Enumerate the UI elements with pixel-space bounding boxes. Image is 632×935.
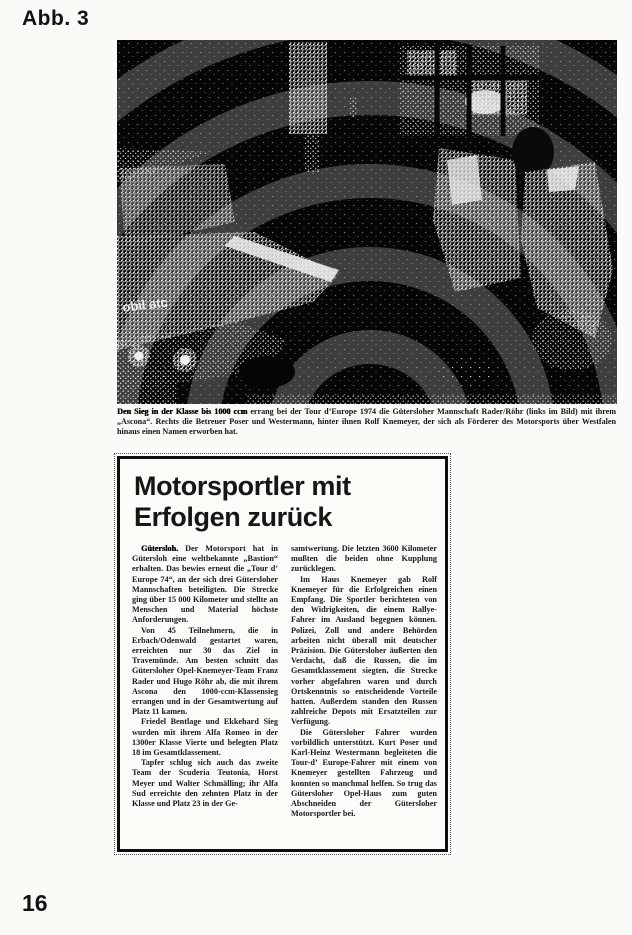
article-paragraph: Die Gütersloher Fahrer wurden vorbildlich unterstützt. Kurt Poser und Karl-Heinz Westermann begleiteten die Tour-d’ Europe-Fahrer mit einem von Knemeyer gestellten Fahrzeug und konnten so manchmal helfen. So trug das Gütersloher Opel-Haus zum guten Abschneiden der Gütersloher Motorsportler bei.: [291, 727, 437, 819]
article-paragraph: Tapfer schlug sich auch das zweite Team der Scuderia Teutonia, Horst Meyer und Walter Schmälling; ihr Alfa Sud erreichte den zehnten Platz in der Klasse und Platz 23 in der Ge-: [132, 758, 278, 809]
photo-caption-text: errang bei der Tour d’Europe 1974 die Gütersloher Mannschaft Rader/Röhr (links im Bild) mit ihrem „Ascona“. Rechts die Betreuer Poser und Westermann, hinter ihnen Rolf Knemeyer, der sich als Förderer des Motorsports über Westfalen hinaus einen Namen erworben hat.: [117, 407, 616, 437]
article-paragraph: Von 45 Teilnehmern, die in Erbach/Odenwald gestartet waren, erreichten nur 30 das Ziel in Travemünde. Am besten schnitt das Gütersloher Opel-Knemeyer-Team Franz Rader und Hugo Röhr ab, die mit ihrem Ascona den 1000-ccm-Klassensieg errangen und in der Gesamtwertung auf Platz 11 kamen.: [132, 625, 278, 717]
car-sticker-text: obil atc: [121, 294, 169, 315]
news-photo: [117, 40, 617, 404]
figure-label: Abb. 3: [22, 7, 90, 30]
page-number: 16: [22, 890, 48, 916]
article-column-right: [291, 544, 437, 852]
window-grid: [400, 46, 540, 136]
article-paragraph: Im Haus Knemeyer gab Rolf Knemeyer für die Erfolgreichen einen Empfang. Die Sportler berichteten von den Widrigkeiten, die einem Rallye-Fahrer im Ausland begegnen können. Polizei, Zoll und andere Behörden arbeiten nicht überall mit deutscher Präzision. Die Gütersloher äußerten den Verdacht, daß die Russen, die im Gesamtklassement siegten, die Strecke vorher abgefahren waren und durch Ortskenntnis so entscheidende Vorteile hatten. Außerdem standen den Russen zahlreiche Depots mit Ersatzteilen zur Verfügung.: [291, 574, 437, 727]
person-figure-right: [521, 162, 613, 370]
article-columns: [120, 533, 445, 852]
article-column-left: [132, 544, 278, 852]
newspaper-clipping: [117, 456, 448, 852]
paragraph-lead: Gütersloh.: [141, 544, 179, 553]
halftone-photo-illustration: [117, 40, 617, 404]
article-headline: Motorsportler mit Erfolgen zurück: [134, 471, 351, 532]
photo-caption: [117, 407, 616, 438]
article-paragraph: Friedel Bentlage und Ekkehard Sieg wurden mit ihrem Alfa Romeo in der 1300er Klasse Vierte und belegten Platz 18 im Gesamtklassement.: [132, 717, 278, 758]
article-paragraph: Gütersloh. Der Motorsport hat in Gütersloh eine weltbekannte „Bastion“ erhalten. Das bewies erneut die „Tour d’ Europe 74“, an der sich drei Gütersloher Mannschaften beteiligten. Die Strecke ging über 15 000 Kilometer und stellte an Menschen und Material höchste Anforderungen.: [132, 544, 278, 625]
photo-caption-lead: Den Sieg in der Klasse bis 1000 ccm: [117, 407, 248, 416]
article-paragraph: samtwertung. Die letzten 3600 Kilometer mußten die beiden ohne Kupplung zurücklegen.: [291, 544, 437, 574]
